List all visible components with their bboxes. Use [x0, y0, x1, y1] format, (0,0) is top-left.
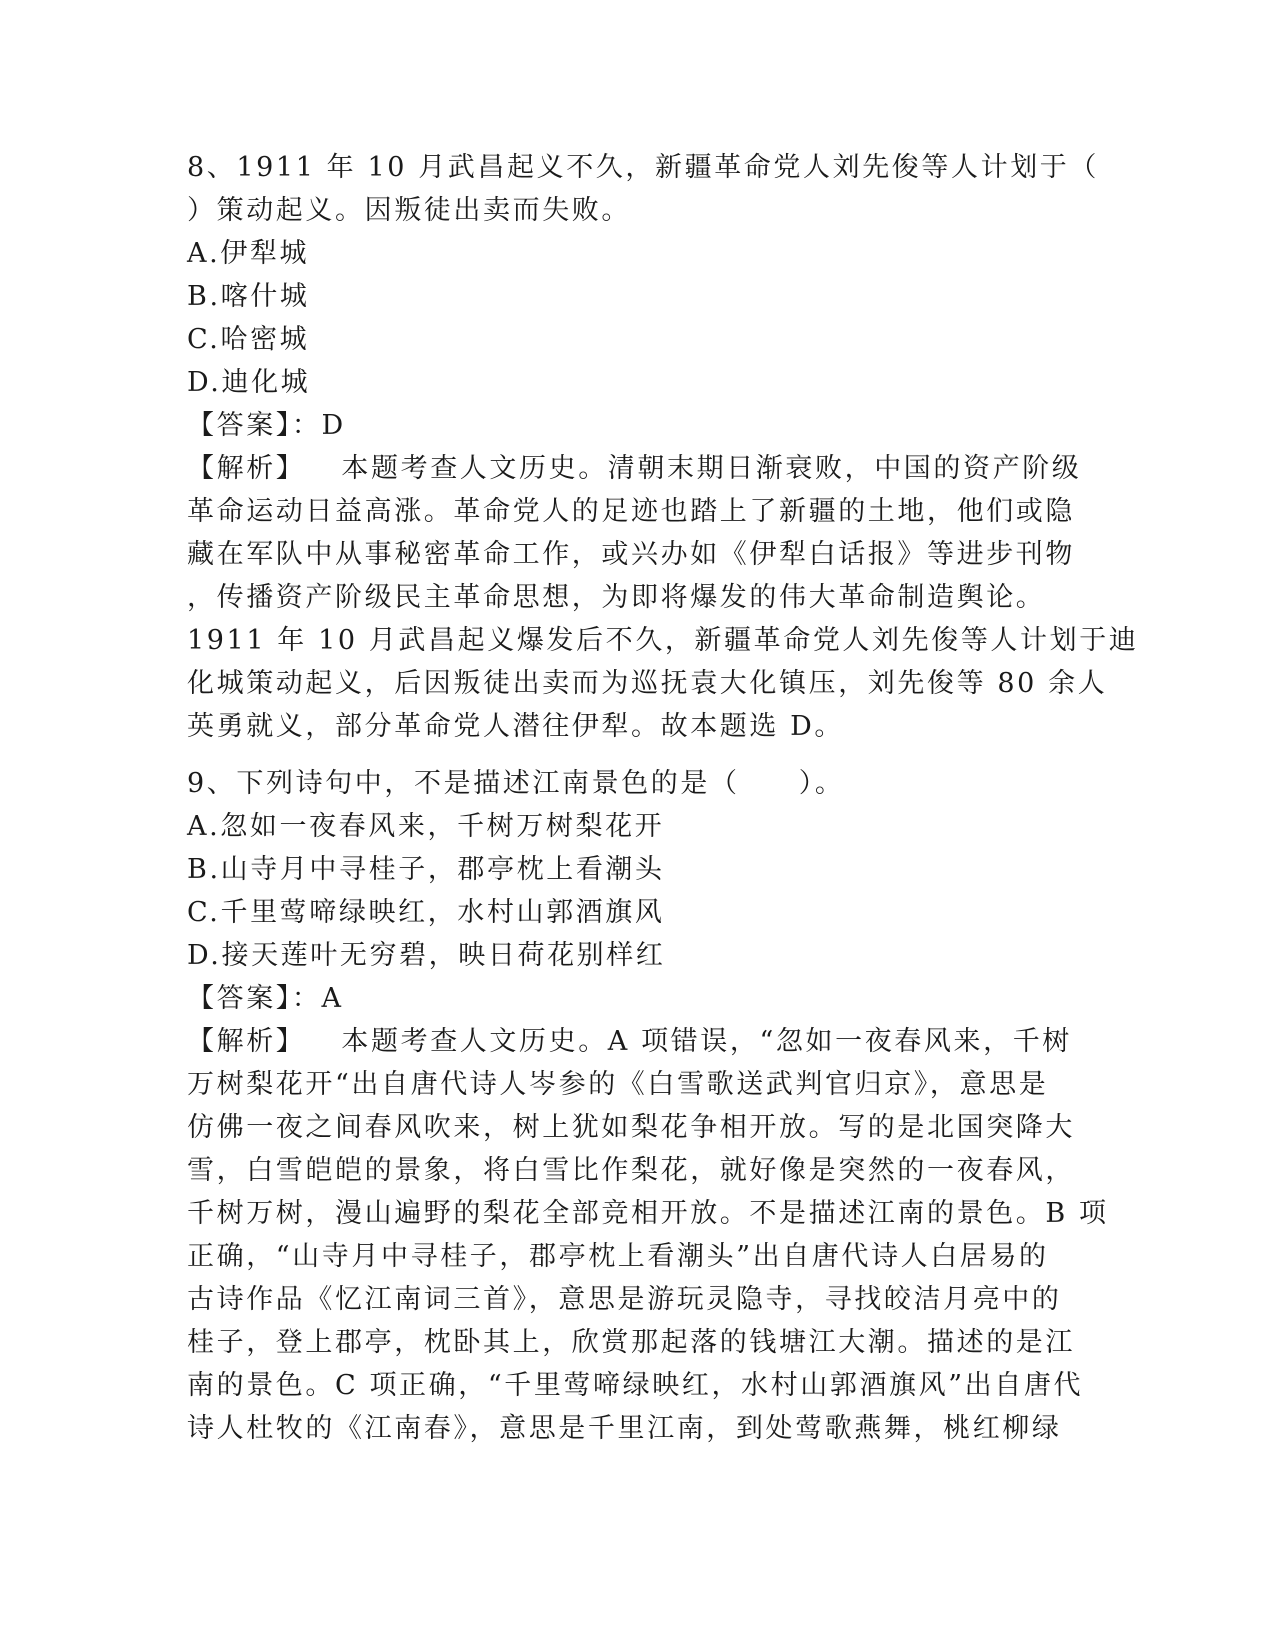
analysis-line: 南的景色。C 项正确，“千里莺啼绿映红，水村山郭酒旗风”出自唐代	[187, 1370, 1084, 1401]
option-c: C.千里莺啼绿映红，水村山郭酒旗风	[187, 897, 665, 928]
analysis-line: ，传播资产阶级民主革命思想，为即将爆发的伟大革命制造舆论。	[187, 582, 1046, 613]
analysis-line: 雪，白雪皑皑的景象，将白雪比作梨花，就好像是突然的一夜春风，	[187, 1155, 1075, 1186]
analysis-text: 本题考查人文历史。A 项错误，“忽如一夜春风来，千树	[341, 1026, 1072, 1057]
analysis-line: 古诗作品《忆江南词三首》，意思是游玩灵隐寺，寻找皎洁月亮中的	[187, 1284, 1062, 1315]
answer-value: A	[321, 983, 344, 1014]
analysis-line	[187, 447, 1087, 490]
option-c: C.哈密城	[187, 324, 310, 355]
analysis-label: 【解析】	[187, 1026, 306, 1057]
analysis-line: 仿佛一夜之间春风吹来，树上犹如梨花争相开放。写的是北国突降大	[187, 1112, 1075, 1143]
analysis-line: 万树梨花开“出自唐代诗人岑参的《白雪歌送武判官归京》，意思是	[187, 1069, 1049, 1100]
analysis-line: 革命运动日益高涨。革命党人的足迹也踏上了新疆的土地，他们或隐	[187, 496, 1075, 527]
answer-value: D	[321, 410, 346, 441]
analysis-line: 诗人杜牧的《江南春》，意思是千里江南，到处莺歌燕舞，桃红柳绿	[187, 1413, 1062, 1444]
analysis-label: 【解析】	[187, 453, 306, 484]
option-a: A.伊犁城	[187, 238, 310, 269]
analysis-line: 藏在军队中从事秘密革命工作，或兴办如《伊犁白话报》等进步刊物	[187, 539, 1075, 570]
answer-label: 【答案】：	[187, 983, 322, 1014]
question-stem-line: 9、下列诗句中，不是描述江南景色的是（ ）。	[187, 768, 845, 799]
answer-line	[187, 977, 1087, 1020]
analysis-text: 本题考查人文历史。清朝末期日渐衰败，中国的资产阶级	[341, 453, 1082, 484]
answer-line	[187, 404, 1087, 447]
option-b: B.喀什城	[187, 281, 310, 312]
document-page	[187, 146, 1139, 1450]
answer-label: 【答案】：	[187, 410, 322, 441]
option-a: A.忽如一夜春风来，千树万树梨花开	[187, 811, 665, 842]
analysis-line: 桂子，登上郡亭，枕卧其上，欣赏那起落的钱塘江大潮。描述的是江	[187, 1327, 1075, 1358]
option-d: D.接天莲叶无穷碧，映日荷花别样红	[187, 940, 666, 971]
question-8	[187, 146, 1139, 748]
question-9	[187, 762, 1109, 1450]
analysis-line: 化城策动起义，后因叛徒出卖而为巡抚袁大化镇压，刘先俊等 80 余人	[187, 668, 1108, 699]
analysis-line	[187, 1020, 1087, 1063]
analysis-line: 1911 年 10 月武昌起义爆发后不久，新疆革命党人刘先俊等人计划于迪	[187, 625, 1139, 656]
option-b: B.山寺月中寻桂子，郡亭枕上看潮头	[187, 854, 665, 885]
analysis-line: 千树万树，漫山遍野的梨花全部竞相开放。不是描述江南的景色。B 项	[187, 1198, 1109, 1229]
question-stem-line: 8、1911 年 10 月武昌起义不久，新疆革命党人刘先俊等人计划于（	[187, 152, 1099, 183]
analysis-line: 正确，“山寺月中寻桂子，郡亭枕上看潮头”出自唐代诗人白居易的	[187, 1241, 1049, 1272]
question-stem-line: ）策动起义。因叛徒出卖而失败。	[187, 195, 631, 226]
option-d: D.迪化城	[187, 367, 311, 398]
analysis-line: 英勇就义，部分革命党人潜往伊犁。故本题选 D。	[187, 711, 845, 742]
